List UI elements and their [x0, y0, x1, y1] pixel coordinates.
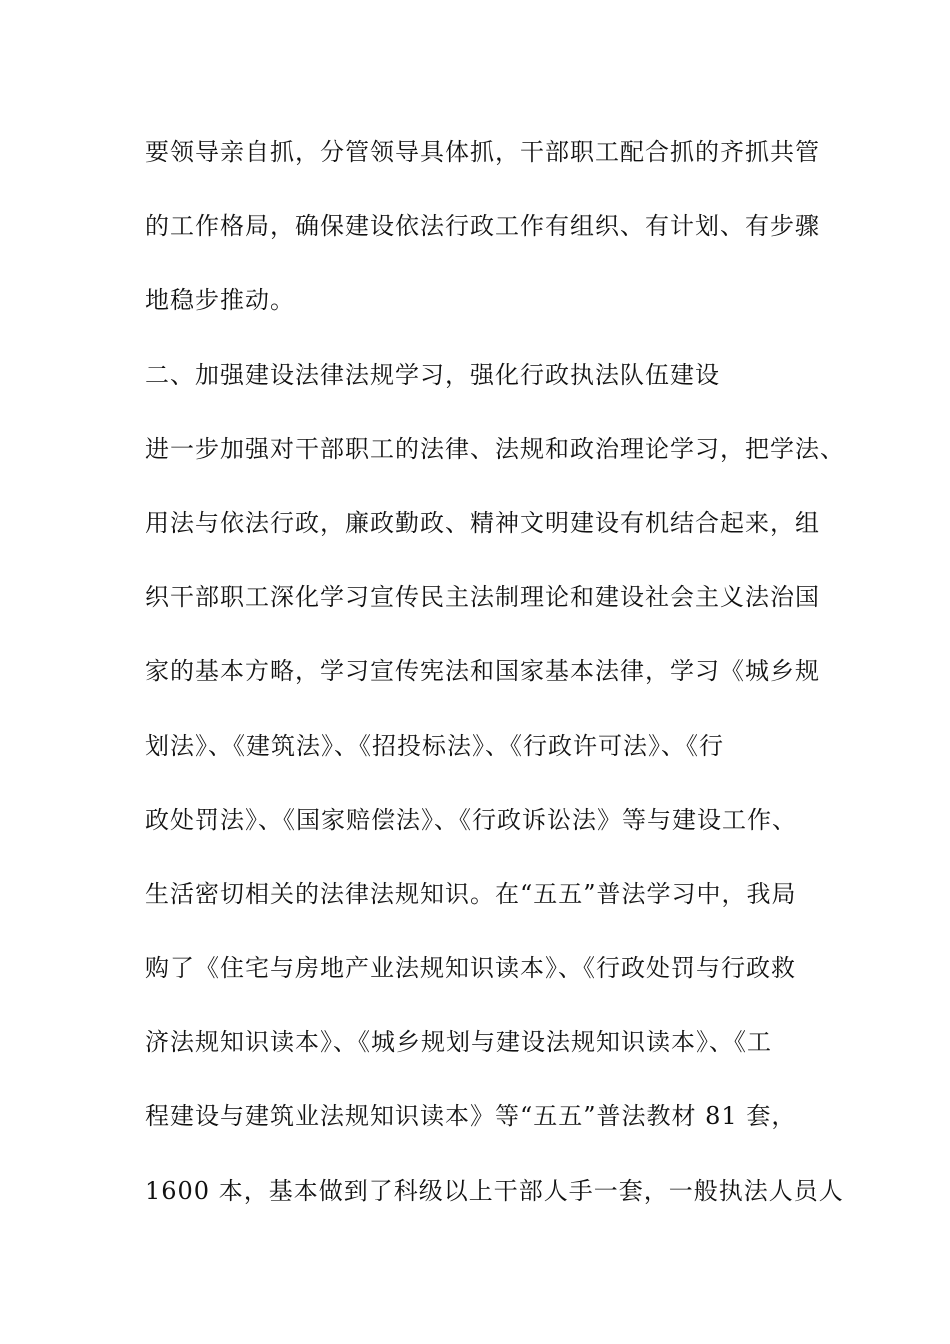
section-heading: 二、加强建设法律法规学习，强化行政执法队伍建设: [145, 360, 720, 389]
text-line: 织干部职工深化学习宣传民主法制理论和建设社会主义法治国: [145, 583, 820, 612]
text-line: 划法》、《建筑法》、《招投标法》、《行政许可法》、《行: [145, 731, 724, 760]
text-line: 要领导亲自抓，分管领导具体抓，干部职工配合抓的齐抓共管: [145, 138, 820, 166]
text-line: 程建设与建筑业法规知识读本》等“五五”普法教材 81 套，: [145, 1102, 797, 1131]
text-line: 用法与依法行政，廉政勤政、精神文明建设有机结合起来，组: [145, 508, 820, 537]
text-line: 购了《住宅与房地产业法规知识读本》、《行政处罚与行政救: [145, 954, 796, 983]
text-line: 生活密切相关的法律法规知识。在“五五”普法学习中，我局: [145, 879, 797, 908]
text-line: 政处罚法》、《国家赔偿法》、《行政诉讼法》等与建设工作、: [145, 805, 797, 834]
text-line: 地稳步推动。: [145, 286, 295, 315]
text-line: 的工作格局，确保建设依法行政工作有组织、有计划、有步骤: [145, 212, 820, 241]
text-line: 1600 本，基本做到了科级以上干部人手一套，一般执法人员人: [145, 1176, 844, 1205]
text-line: 家的基本方略，学习宣传宪法和国家基本法律，学习《城乡规: [145, 657, 820, 686]
text-line: 进一步加强对干部职工的法律、法规和政治理论学习，把学法、: [145, 434, 845, 463]
body-text: [145, 128, 845, 1241]
text-line: 济法规知识读本》、《城乡规划与建设法规知识读本》、《工: [145, 1028, 772, 1057]
